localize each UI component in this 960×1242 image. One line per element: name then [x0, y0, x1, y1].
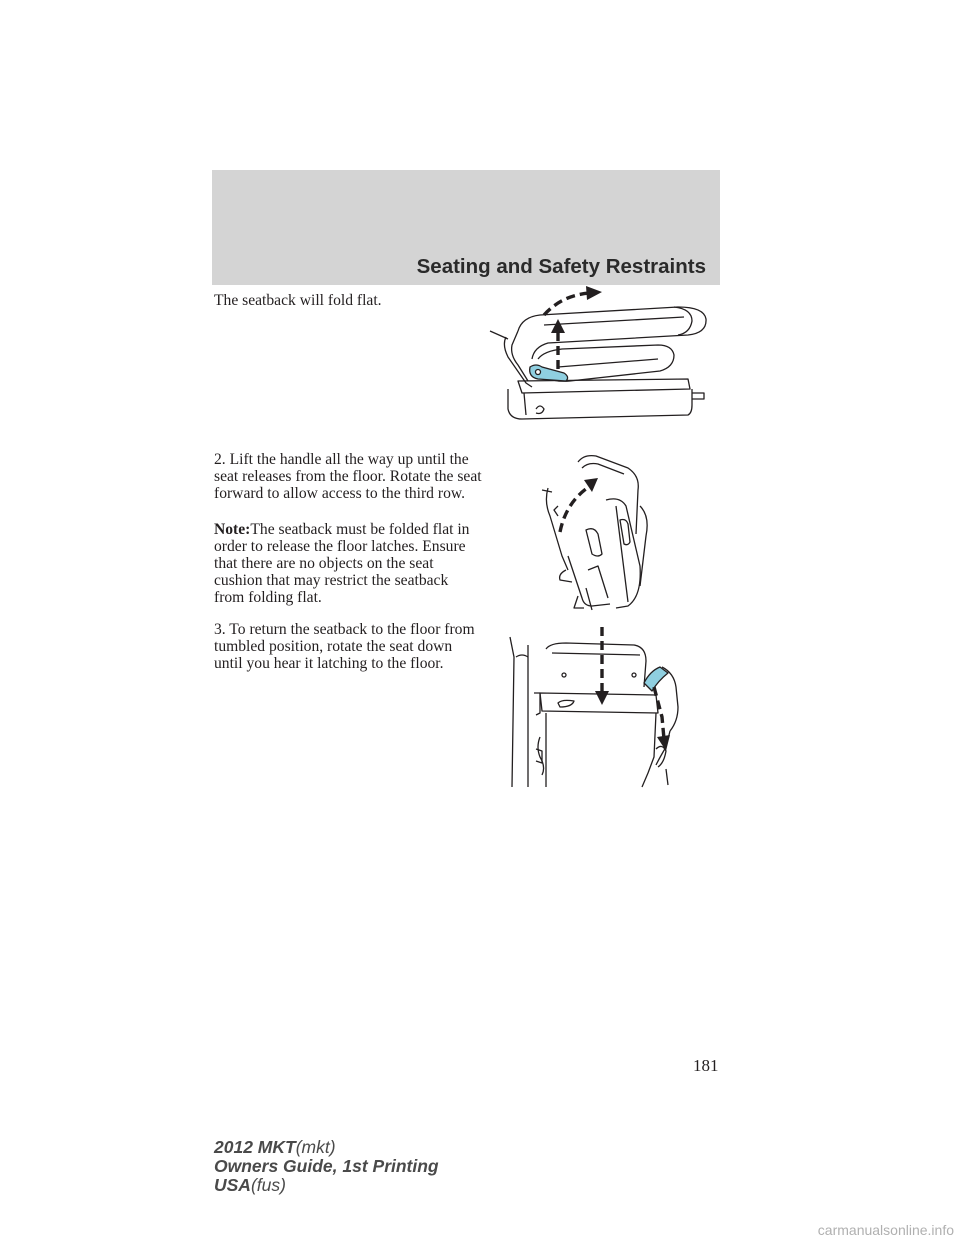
seat-tumbled-forward-illustration [528, 446, 668, 614]
release-handle-icon [644, 667, 668, 691]
footer-region: USA [214, 1175, 251, 1195]
paragraph-fold-flat: The seatback will fold flat. [214, 292, 382, 309]
footer-line-region [214, 1176, 439, 1195]
watermark: carmanualsonline.info [817, 1222, 954, 1238]
seatback-folded-flat-illustration [478, 285, 718, 425]
page-number: 181 [693, 1056, 719, 1075]
note-paragraph [214, 521, 482, 606]
footer-line-model [214, 1138, 439, 1157]
paragraph-lift-handle: 2. Lift the handle all the way up until the seat releases from the floor. Rotate the seat forward to allow access to the third row. [214, 451, 482, 502]
paragraph-return-seatback: 3. To return the seatback to the floor from tumbled position, rotate the seat down until you hear it latching to the floor. [214, 621, 475, 672]
footer-model-code: (mkt) [295, 1137, 336, 1157]
seat-returned-to-floor-illustration [506, 617, 692, 789]
footer-printing: Owners Guide, 1st Printing [214, 1156, 439, 1176]
footer-model: 2012 MKT [214, 1137, 296, 1157]
note-label: Note: [214, 521, 251, 538]
footer-line-printing [214, 1157, 439, 1176]
footer-region-code: (fus) [250, 1175, 286, 1195]
section-header [212, 170, 720, 285]
section-title: Seating and Safety Restraints [416, 255, 706, 278]
note-text: The seatback must be folded flat in order to release the floor latches. Ensure that there are no objects on the seat cushion that may restrict the seatback from folding flat. [214, 521, 470, 606]
document-footer [214, 1138, 439, 1195]
